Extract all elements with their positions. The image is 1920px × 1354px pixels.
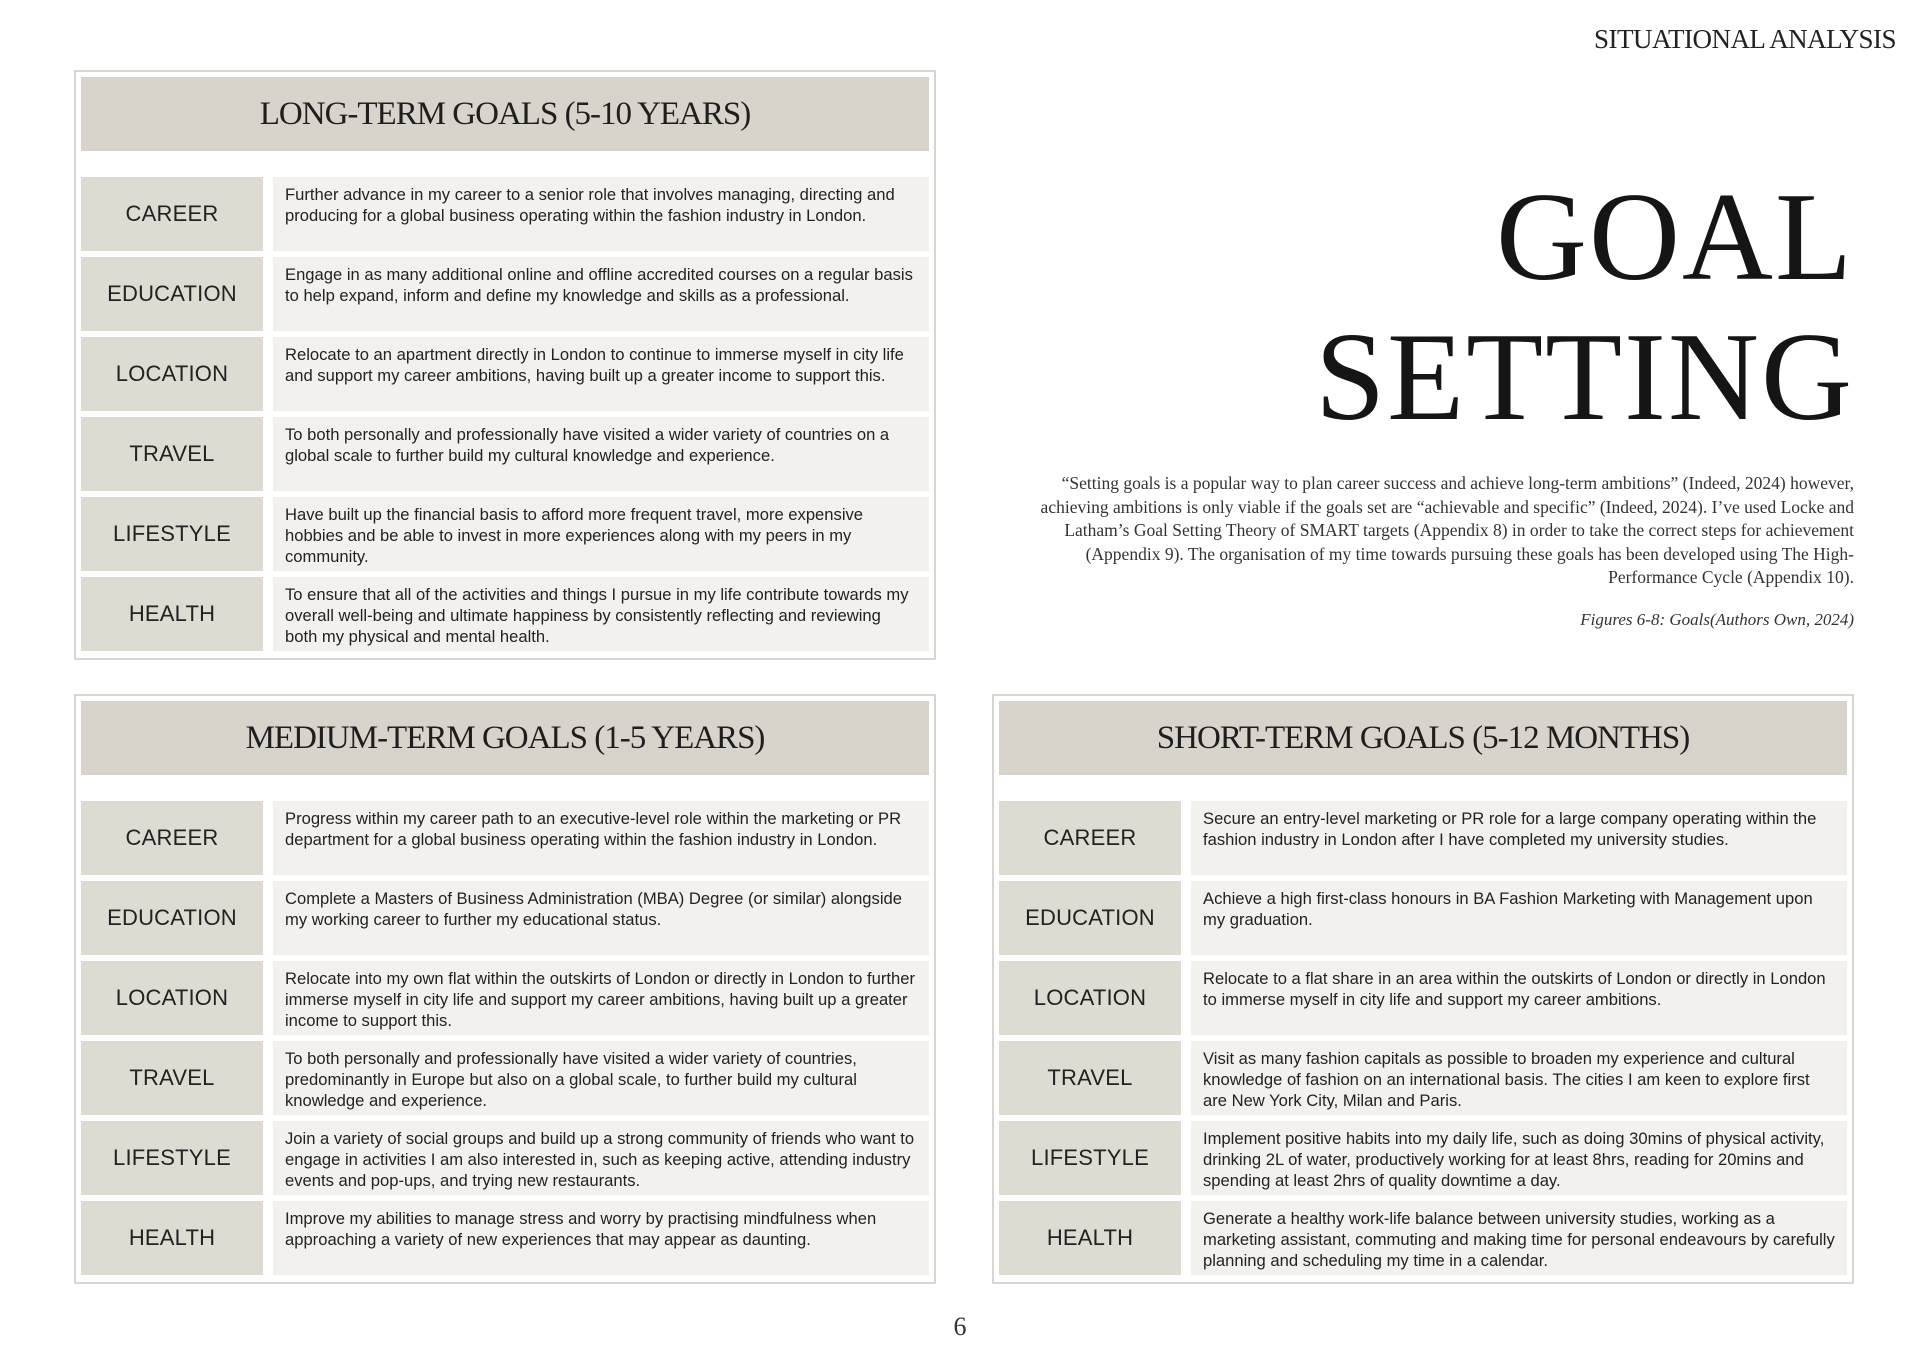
goal-category: EDUCATION <box>81 257 263 331</box>
goal-category: LIFESTYLE <box>81 497 263 571</box>
goal-category: LOCATION <box>999 961 1181 1035</box>
goal-row-location <box>81 961 929 1035</box>
goal-rows <box>81 177 929 651</box>
short-term-goals-panel <box>992 694 1854 1284</box>
goal-description: Implement positive habits into my daily life, such as doing 30mins of physical activity, drinking 2L of water, productively working for at least 8hrs, reading for 20mins and spending at least 2hrs of quality downtime a day. <box>1191 1121 1847 1195</box>
goal-row-health <box>999 1201 1847 1275</box>
goal-category: CAREER <box>81 177 263 251</box>
goal-category: EDUCATION <box>999 881 1181 955</box>
goal-rows <box>81 801 929 1275</box>
goal-description: Relocate into my own flat within the outskirts of London or directly in London to further immerse myself in city life and support my career ambitions, having built up a greater income to support this. <box>273 961 929 1035</box>
goal-category: CAREER <box>81 801 263 875</box>
goal-description: Achieve a high first-class honours in BA Fashion Marketing with Management upon my graduation. <box>1191 881 1847 955</box>
page-title <box>1315 168 1854 448</box>
goal-description: Visit as many fashion capitals as possible to broaden my experience and cultural knowledge of fashion on an international basis. The cities I am keen to explore first are New York City, Milan and Paris. <box>1191 1041 1847 1115</box>
goal-row-location <box>999 961 1847 1035</box>
goal-row-location <box>81 337 929 411</box>
goal-description: Have built up the financial basis to afford more frequent travel, more expensive hobbies and be able to invest in more experiences along with my peers in my community. <box>273 497 929 571</box>
goal-category: LIFESTYLE <box>999 1121 1181 1195</box>
goal-category: HEALTH <box>999 1201 1181 1275</box>
section-label: SITUATIONAL ANALYSIS <box>1593 24 1896 54</box>
goal-description: Join a variety of social groups and build up a strong community of friends who want to engage in activities I am also interested in, such as keeping active, attending industry events and pop-ups, and trying new restaurants. <box>273 1121 929 1195</box>
goal-row-education <box>81 881 929 955</box>
page-title-line-2: SETTING <box>1315 308 1854 447</box>
goal-category: LOCATION <box>81 961 263 1035</box>
goal-description: Improve my abilities to manage stress and worry by practising mindfulness when approaching a variety of new experiences that may appear as daunting. <box>273 1201 929 1275</box>
goal-row-lifestyle <box>81 1121 929 1195</box>
panel-title: MEDIUM-TERM GOALS (1-5 YEARS) <box>81 701 929 775</box>
long-term-goals-panel <box>74 70 936 660</box>
goal-description: Relocate to an apartment directly in London to continue to immerse myself in city life and support my career ambitions, having built up a greater income to support this. <box>273 337 929 411</box>
goal-description: To ensure that all of the activities and things I pursue in my life contribute towards my overall well-being and ultimate happiness by consistently reflecting and reviewing both my physical and mental health. <box>273 577 929 651</box>
goal-description: Generate a healthy work-life balance between university studies, working as a marketing assistant, commuting and making time for personal endeavours by carefully planning and scheduling my time in a calendar. <box>1191 1201 1847 1275</box>
goal-category: EDUCATION <box>81 881 263 955</box>
goal-category: HEALTH <box>81 577 263 651</box>
goal-description: Complete a Masters of Business Administration (MBA) Degree (or similar) alongside my working career to further my educational status. <box>273 881 929 955</box>
goal-row-career <box>999 801 1847 875</box>
goal-row-lifestyle <box>81 497 929 571</box>
goal-description: Relocate to a flat share in an area within the outskirts of London or directly in London to immerse myself in city life and support my career ambitions. <box>1191 961 1847 1035</box>
goal-row-lifestyle <box>999 1121 1847 1195</box>
goal-row-travel <box>81 1041 929 1115</box>
goal-category: HEALTH <box>81 1201 263 1275</box>
goal-row-travel <box>81 417 929 491</box>
goal-description: Engage in as many additional online and offline accredited courses on a regular basis to help expand, inform and define my knowledge and skills as a professional. <box>273 257 929 331</box>
goal-row-career <box>81 801 929 875</box>
goal-description: To both personally and professionally have visited a wider variety of countries on a global scale to further build my cultural knowledge and experience. <box>273 417 929 491</box>
goal-row-travel <box>999 1041 1847 1115</box>
goal-description: Progress within my career path to an executive-level role within the marketing or PR department for a global business operating within the fashion industry in London. <box>273 801 929 875</box>
panel-title: LONG-TERM GOALS (5-10 YEARS) <box>81 77 929 151</box>
goal-row-health <box>81 577 929 651</box>
goal-row-education <box>81 257 929 331</box>
page-title-line-1: GOAL <box>1496 168 1854 307</box>
goal-description: Further advance in my career to a senior role that involves managing, directing and producing for a global business operating within the fashion industry in London. <box>273 177 929 251</box>
goal-row-education <box>999 881 1847 955</box>
goal-category: TRAVEL <box>81 1041 263 1115</box>
goal-category: LOCATION <box>81 337 263 411</box>
goal-description: Secure an entry-level marketing or PR role for a large company operating within the fashion industry in London after I have completed my university studies. <box>1191 801 1847 875</box>
panel-title: SHORT-TERM GOALS (5-12 MONTHS) <box>999 701 1847 775</box>
goal-category: TRAVEL <box>999 1041 1181 1115</box>
goal-category: TRAVEL <box>81 417 263 491</box>
goal-category: CAREER <box>999 801 1181 875</box>
medium-term-goals-panel <box>74 694 936 1284</box>
goal-description: To both personally and professionally have visited a wider variety of countries, predominantly in Europe but also on a global scale, to further build my cultural knowledge and experience. <box>273 1041 929 1115</box>
goal-category: LIFESTYLE <box>81 1121 263 1195</box>
page-number: 6 <box>953 1312 967 1341</box>
figure-caption: Figures 6-8: Goals(Authors Own, 2024) <box>1580 610 1854 629</box>
goal-rows <box>999 801 1847 1275</box>
intro-quote: “Setting goals is a popular way to plan career success and achieve long-term ambitions” (Indeed, 2024) however, achieving ambitions is only viable if the goals set are “achievable and specific” (Indeed, 2024). I’ve used Locke and Latham’s Goal Setting Theory of SMART targets (Appendix 8) in order to take the correct steps for achievement (Appendix 9). The organisation of my time towards pursuing these goals has been developed using The High-Performance Cycle (Appendix 10). <box>1040 473 1854 587</box>
goal-row-career <box>81 177 929 251</box>
goal-row-health <box>81 1201 929 1275</box>
